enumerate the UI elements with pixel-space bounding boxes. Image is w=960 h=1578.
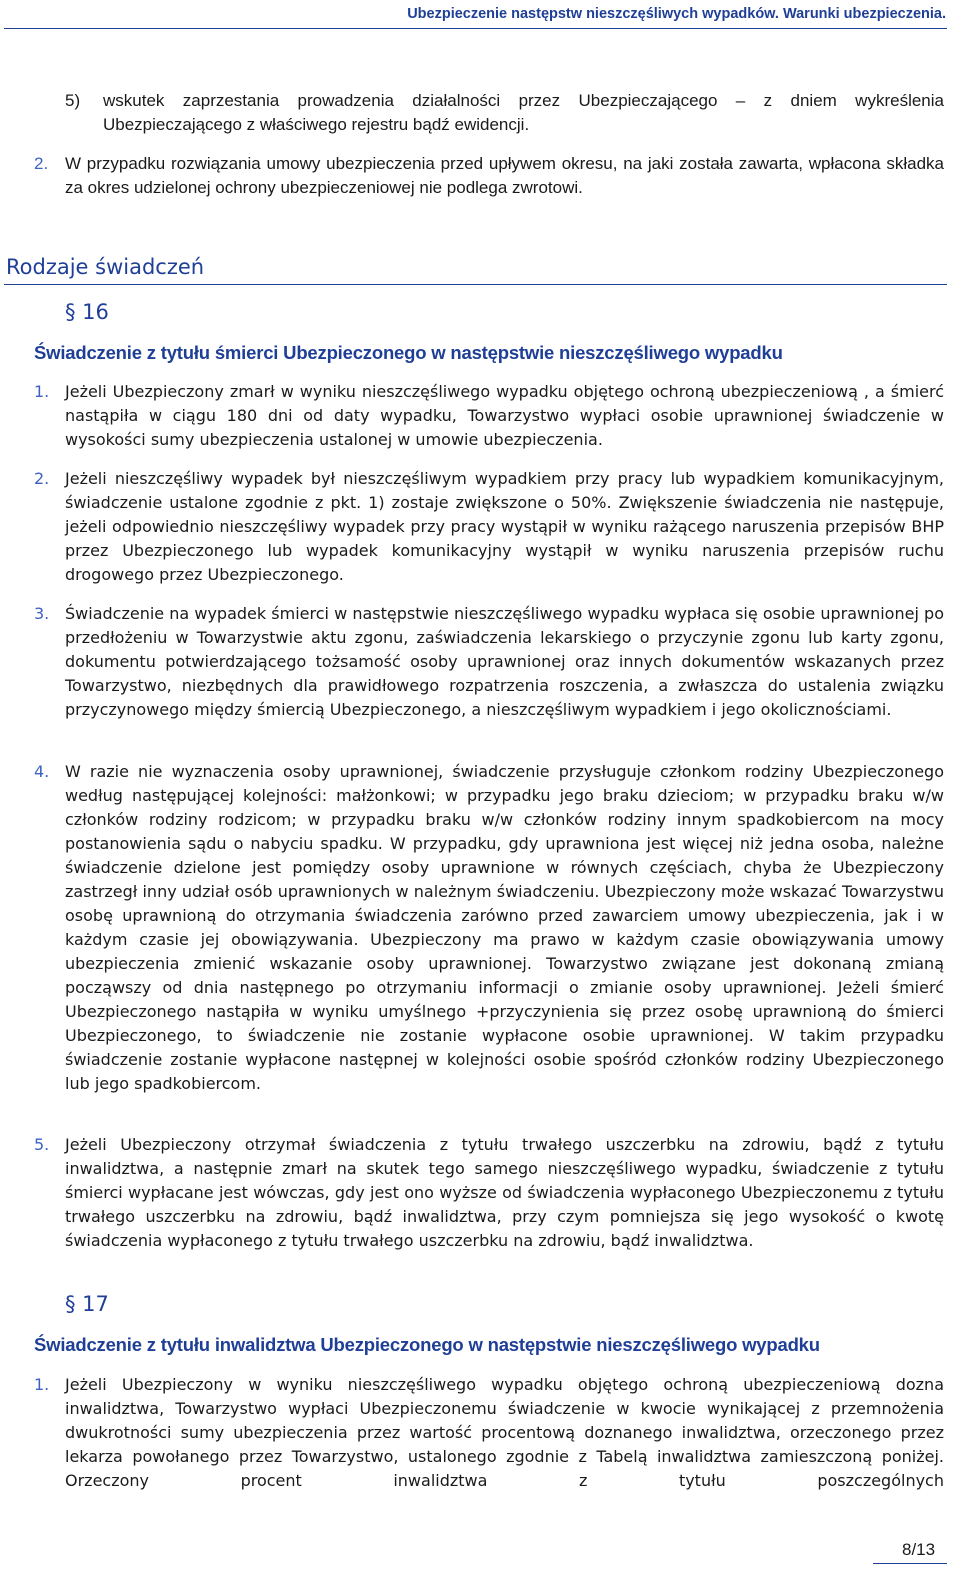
section-title: Rodzaje świadczeń <box>6 255 205 279</box>
intro-item-5-number: 5) <box>65 91 81 110</box>
p17-item-1-number: 1. <box>34 1375 50 1394</box>
p16-item-5-number: 5. <box>34 1135 50 1154</box>
paragraph-16-heading: Świadczenie z tytułu śmierci Ubezpieczonego w następstwie nieszczęśliwego wypadku <box>34 342 783 363</box>
p16-item-4-number: 4. <box>34 762 50 781</box>
p17-item-1-text: Jeżeli Ubezpieczony w wyniku nieszczęśliwego wypadku objętego ochroną ubezpieczeniową dozna inwalidztwa, Towarzystwo wypłaci Ubezpieczonemu świadczenie w kwocie wynikającej z przemnożenia dwukrotności sumy ubezpieczenia przez wartość procentową doznanego inwalidztwa, orzeczonego przez lekarza powołanego przez Towarzystwo, ustalonego zgodnie z Tabelą inwalidztwa zamieszczoną poniżej. Orzeczony procent inwalidztwa z tytułu poszczególnych <box>65 1375 944 1490</box>
p16-item-1-number: 1. <box>34 382 50 401</box>
header-rule <box>4 28 947 29</box>
p16-item-2-number: 2. <box>34 469 50 488</box>
intro-item-2-text: W przypadku rozwiązania umowy ubezpieczenia przed upływem okresu, na jaki została zawarta, wpłacona składka za okres udzielonej ochrony ubezpieczeniowej nie podlega zwrotowi. <box>65 154 944 197</box>
p16-item-4-text: W razie nie wyznaczenia osoby uprawnionej, świadczenie przysługuje członkom rodziny Ubezpieczonego według następującej kolejności: małżonkowi; w przypadku jego braku dzieciom; w przypadku braku w/w członków rodziny rodzicom; w przypadku braku w/w członków rodziny innym spadkobiercom na mocy postanowienia sądu o nabyciu spadku. W przypadku, gdy uprawniona jest więcej niż jedna osoba, należne świadczenie dzielone jest pomiędzy osoby uprawnione w równych częściach, chyba że Ubezpieczony zastrzegł inny udział osób uprawnionych w należnym świadczeniu. Ubezpieczony może wskazać Towarzystwu osobę uprawnioną do otrzymania świadczenia zarówno przed zawarciem umowy ubezpieczenia, jak i w każdym czasie jej obowiązywania. Ubezpieczony ma prawo w każdym czasie obowiązywania umowy ubezpieczenia zmienić wskazanie osoby uprawnionej. Towarzystwo związane jest dokonaną zmianą począwszy od dnia następnego po otrzymaniu informacji o zmianie osoby uprawnionej. Jeżeli śmierć Ubezpieczonego nastąpiła w wyniku umyślnego +przyczynienia się przez osobę uprawnioną do śmierci Ubezpieczonego, to świadczenie nie zostanie wypłacone osobie uprawnionej. W takim przypadku świadczenie zostanie wypłacone następnej w kolejności osobie spośród członków rodziny Ubezpieczonego lub jego spadkobiercom. <box>65 762 944 1093</box>
p16-item-1-text: Jeżeli Ubezpieczony zmarł w wyniku nieszczęśliwego wypadku objętego ochroną ubezpieczeniową , a śmierć nastąpiła w ciągu 180 dni od daty wypadku, Towarzystwo wypłaci osobie uprawnionej świadczenie w wysokości sumy ubezpieczenia ustalonej w umowie ubezpieczenia. <box>65 382 944 449</box>
intro-item-5-text: wskutek zaprzestania prowadzenia działalności przez Ubezpieczającego – z dniem wykreślenia Ubezpieczającego z właściwego rejestru bądź ewidencji. <box>103 91 944 134</box>
paragraph-17-sign: § 17 <box>65 1292 109 1316</box>
p16-item-2-text: Jeżeli nieszczęśliwy wypadek był nieszczęśliwym wypadkiem przy pracy lub wypadkiem komunikacyjnym, świadczenie ustalone zgodnie z pkt. 1) zostaje zwiększone o 50%. Zwiększenie świadczenia nie następuje, jeżeli odpowiednio nieszczęśliwy wypadek przy pracy wystąpił w wyniku rażącego naruszenia przepisów BHP przez Ubezpieczonego lub wypadek komunikacyjny wystąpił w wyniku naruszenia przepisów ruchu drogowego przez Ubezpieczonego. <box>65 469 944 584</box>
section-rule <box>4 284 947 285</box>
p16-item-5-text: Jeżeli Ubezpieczony otrzymał świadczenia z tytułu trwałego uszczerbku na zdrowiu, bądź z tytułu inwalidztwa, a następnie zmarł na skutek tego samego nieszczęśliwego wypadku, świadczenie z tytułu śmierci wypłacane jest wówczas, gdy jest ono wyższe od świadczenia wypłaconego Ubezpieczonemu z tytułu trwałego uszczerbku na zdrowiu, bądź inwalidztwa, przy czym pomniejsza się jego wysokość o kwotę świadczenia wypłaconego z tytułu trwałego uszczerbku na zdrowiu, bądź inwalidztwa. <box>65 1135 944 1250</box>
paragraph-16-sign: § 16 <box>65 300 109 324</box>
paragraph-17-heading: Świadczenie z tytułu inwalidztwa Ubezpieczonego w następstwie nieszczęśliwego wypadku <box>34 1334 820 1355</box>
p16-item-3-text: Świadczenie na wypadek śmierci w następstwie nieszczęśliwego wypadku wypłaca się osobie uprawnionej po przedłożeniu w Towarzystwie aktu zgonu, zaświadczenia lekarskiego o przyczynie zgonu lub karty zgonu, dokumentu potwierdzającego tożsamość osoby uprawnionej oraz innych dokumentów wskazanych przez Towarzystwo, niezbędnych dla prawidłowego rozpatrzenia roszczenia, a zwłaszcza do ustalenia związku przyczynowego między śmiercią Ubezpieczonego, a nieszczęśliwym wypadkiem i jego okolicznościami. <box>65 604 944 719</box>
page-number: 8/13 <box>902 1540 936 1559</box>
intro-item-2-number: 2. <box>34 154 49 173</box>
footer-rule <box>873 1563 947 1564</box>
page-header-title: Ubezpieczenie następstw nieszczęśliwych wypadków. Warunki ubezpieczenia. <box>407 6 946 22</box>
p16-item-3-number: 3. <box>34 604 50 623</box>
